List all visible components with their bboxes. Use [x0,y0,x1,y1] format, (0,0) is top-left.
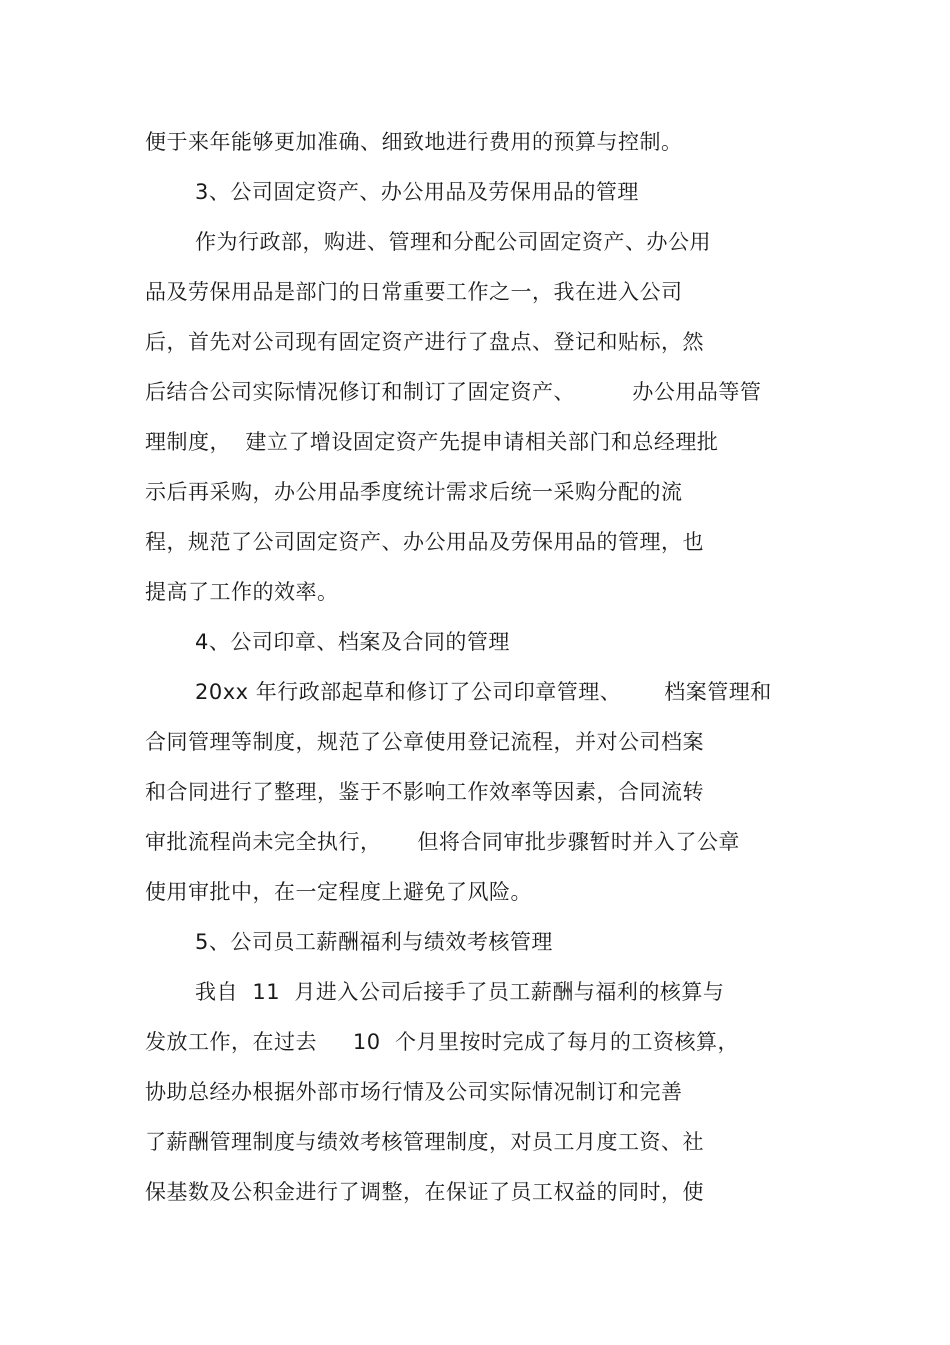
text-line: 发放工作，在过去 10 个月里按时完成了每月的工资核算， [145,1030,739,1054]
text-line: 和合同进行了整理，鉴于不影响工作效率等因素，合同流转 [145,780,704,804]
text-line: 便于来年能够更加准确、细致地进行费用的预算与控制。 [145,130,683,154]
text-line: 理制度， 建立了增设固定资产先提申请相关部门和总经理批 [145,430,719,454]
text-line: 作为行政部，购进、管理和分配公司固定资产、办公用 [195,230,711,254]
text-line: 20xx 年行政部起草和修订了公司印章管理、 档案管理和 [195,680,772,704]
section-heading-3: 3、公司固定资产、办公用品及劳保用品的管理 [195,180,639,204]
text-line: 我自 11 月进入公司后接手了员工薪酬与福利的核算与 [195,980,725,1004]
section-heading-4: 4、公司印章、档案及合同的管理 [195,630,510,654]
text-line: 提高了工作的效率。 [145,580,339,604]
text-line: 了薪酬管理制度与绩效考核管理制度，对员工月度工资、社 [145,1130,704,1154]
section-heading-5: 5、公司员工薪酬福利与绩效考核管理 [195,930,553,954]
text-line: 审批流程尚未完全执行， 但将合同审批步骤暂时并入了公章 [145,830,740,854]
text-line: 协助总经办根据外部市场行情及公司实际情况制订和完善 [145,1080,683,1104]
text-line: 示后再采购，办公用品季度统计需求后统一采购分配的流 [145,480,683,504]
text-line: 合同管理等制度，规范了公章使用登记流程，并对公司档案 [145,730,704,754]
text-line: 保基数及公积金进行了调整，在保证了员工权益的同时，使 [145,1180,704,1204]
text-line: 程，规范了公司固定资产、办公用品及劳保用品的管理，也 [145,530,704,554]
text-line: 后，首先对公司现有固定资产进行了盘点、登记和贴标，然 [145,330,704,354]
text-line: 使用审批中，在一定程度上避免了风险。 [145,880,532,904]
text-line: 品及劳保用品是部门的日常重要工作之一，我在进入公司 [145,280,683,304]
text-line: 后结合公司实际情况修订和制订了固定资产、 办公用品等管 [145,380,762,404]
